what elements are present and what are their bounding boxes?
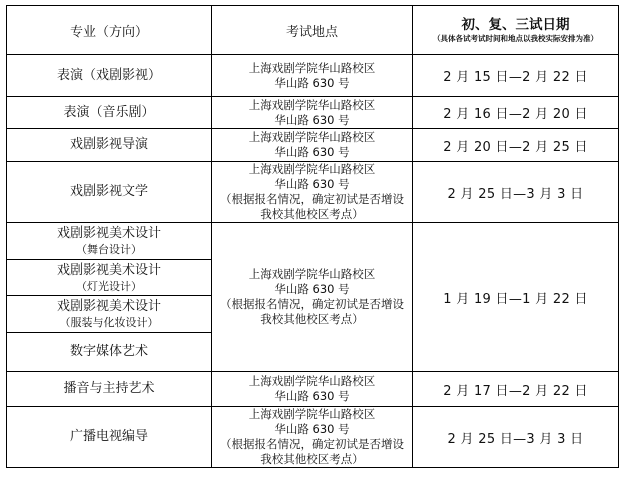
location-cell bbox=[212, 97, 413, 129]
header-location: 考试地点 bbox=[212, 6, 413, 55]
major-cell: 表演（戏剧影视） bbox=[7, 55, 212, 97]
table-row bbox=[7, 372, 619, 407]
location-address: 华山路 630 号 bbox=[274, 145, 350, 159]
exam-schedule-table bbox=[6, 5, 619, 468]
location-cell bbox=[212, 162, 413, 223]
major-direction: （服装与化妆设计） bbox=[59, 316, 159, 329]
major-cell: 数字媒体艺术 bbox=[7, 333, 212, 372]
location-address: 华山路 630 号 bbox=[274, 112, 350, 127]
location-cell bbox=[212, 129, 413, 162]
major-cell: 广播电视编导 bbox=[7, 407, 212, 468]
location-note-cont: 我校其他校区考点） bbox=[260, 452, 364, 466]
location-campus: 上海戏剧学院华山路校区 bbox=[248, 60, 376, 75]
header-dates bbox=[413, 6, 619, 55]
header-major: 专业（方向） bbox=[7, 6, 212, 55]
date-cell: 2 月 16 日—2 月 20 日 bbox=[413, 97, 619, 129]
major-direction: （灯光设计） bbox=[76, 279, 142, 293]
location-note-cont: 我校其他校区考点） bbox=[260, 207, 364, 221]
location-note-cont: 我校其他校区考点） bbox=[260, 312, 364, 326]
table-row bbox=[7, 407, 619, 468]
major-cell bbox=[7, 296, 212, 333]
date-cell: 2 月 25 日—3 月 3 日 bbox=[413, 407, 619, 468]
location-cell-group bbox=[212, 223, 413, 372]
major-name: 戏剧影视美术设计 bbox=[56, 262, 161, 278]
location-cell bbox=[212, 55, 413, 97]
location-cell bbox=[212, 407, 413, 468]
location-note: （根据报名情况，确定初试是否增设 bbox=[220, 437, 404, 451]
major-cell: 表演（音乐剧） bbox=[7, 97, 212, 129]
major-name: 戏剧影视美术设计 bbox=[56, 299, 161, 314]
location-campus: 上海戏剧学院华山路校区 bbox=[248, 407, 376, 421]
date-cell: 2 月 15 日—2 月 22 日 bbox=[413, 55, 619, 97]
location-address: 华山路 630 号 bbox=[274, 389, 350, 403]
location-address: 华山路 630 号 bbox=[274, 177, 350, 191]
location-campus: 上海戏剧学院华山路校区 bbox=[248, 162, 376, 176]
location-cell bbox=[212, 372, 413, 407]
table-row bbox=[7, 223, 619, 260]
date-cell: 2 月 17 日—2 月 22 日 bbox=[413, 372, 619, 407]
location-address: 华山路 630 号 bbox=[274, 282, 350, 296]
table-row bbox=[7, 97, 619, 129]
major-direction: （舞台设计） bbox=[76, 243, 142, 256]
major-cell: 播音与主持艺术 bbox=[7, 372, 212, 407]
major-cell bbox=[7, 223, 212, 260]
location-note: （根据报名情况，确定初试是否增设 bbox=[220, 297, 404, 311]
location-address: 华山路 630 号 bbox=[274, 422, 350, 436]
table-row bbox=[7, 129, 619, 162]
table-row bbox=[7, 162, 619, 223]
major-name: 戏剧影视美术设计 bbox=[56, 226, 161, 241]
header-dates-note: （具体各试考试时间和地点以我校实际安排为准） bbox=[433, 33, 598, 43]
date-cell-group: 1 月 19 日—1 月 22 日 bbox=[413, 223, 619, 372]
major-cell bbox=[7, 260, 212, 296]
major-cell: 戏剧影视导演 bbox=[7, 129, 212, 162]
header-dates-title: 初、复、三试日期 bbox=[461, 16, 570, 33]
location-campus: 上海戏剧学院华山路校区 bbox=[248, 130, 376, 144]
major-cell: 戏剧影视文学 bbox=[7, 162, 212, 223]
location-note: （根据报名情况，确定初试是否增设 bbox=[220, 192, 404, 206]
date-cell: 2 月 20 日—2 月 25 日 bbox=[413, 129, 619, 162]
location-campus: 上海戏剧学院华山路校区 bbox=[248, 374, 376, 388]
table-header-row bbox=[7, 6, 619, 55]
location-campus: 上海戏剧学院华山路校区 bbox=[248, 267, 376, 281]
location-campus: 上海戏剧学院华山路校区 bbox=[248, 97, 376, 112]
location-address: 华山路 630 号 bbox=[274, 75, 350, 90]
date-cell: 2 月 25 日—3 月 3 日 bbox=[413, 162, 619, 223]
table-row bbox=[7, 55, 619, 97]
